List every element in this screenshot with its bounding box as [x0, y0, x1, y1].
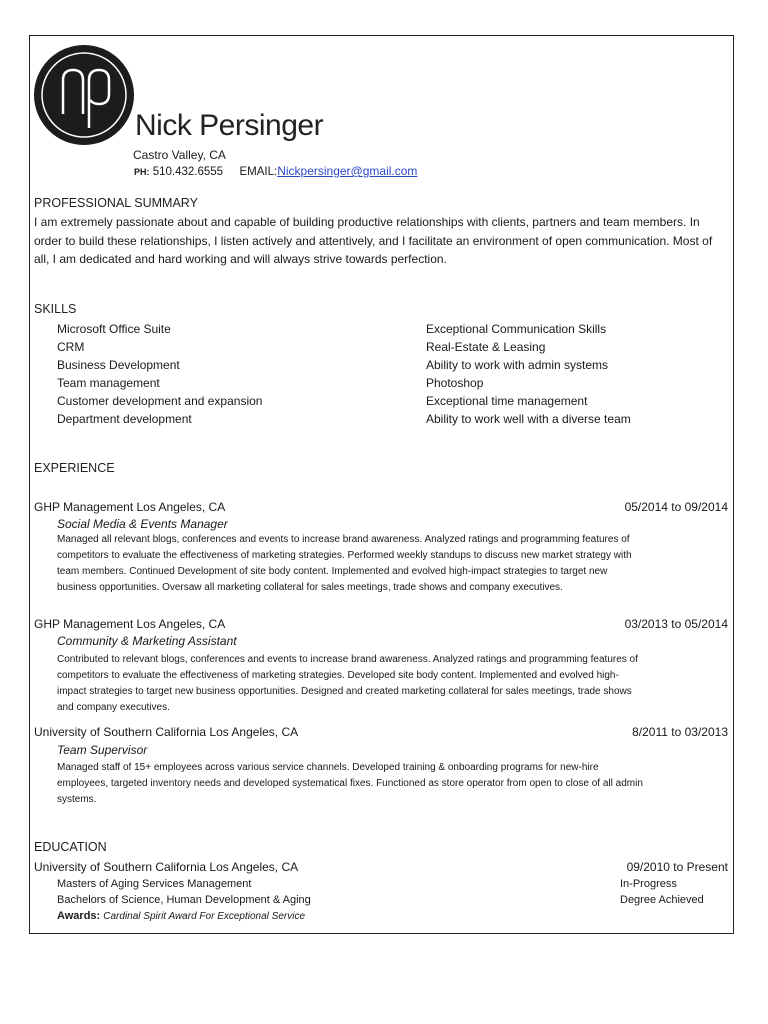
skill-item: Exceptional Communication Skills [426, 322, 607, 336]
email-link[interactable]: Nickpersinger@gmail.com [277, 164, 418, 178]
skill-item: CRM [57, 340, 85, 354]
job-dates: 05/2014 to 09/2014 [624, 500, 728, 514]
job-description-line: competitors to evaluate the effectiveness of marketing strategies. Developed site body content. Implemented and evolved high- [57, 670, 619, 681]
job-description-line: competitors to evaluate the effectiveness of marketing strategies. Performed weekly standups to discuss new market strategy with [57, 550, 632, 561]
education-degree: Bachelors of Science, Human Development & Aging [57, 894, 311, 906]
education-heading: EDUCATION [34, 840, 107, 854]
education-school: University of Southern California Los Angeles, CA [34, 860, 299, 874]
awards-line [57, 910, 305, 922]
skill-item: Real-Estate & Leasing [426, 340, 546, 354]
job-description [57, 532, 727, 596]
phone-label: PH: [134, 167, 150, 177]
experience-heading: EXPERIENCE [34, 461, 115, 475]
education-degree: Masters of Aging Services Management [57, 878, 252, 890]
phone-number: 510.432.6555 [152, 166, 224, 178]
job-title: University of Southern California Los Angeles, CA [34, 725, 299, 739]
skill-item: Team management [57, 376, 160, 390]
email-label: EMAIL: [239, 166, 278, 178]
skill-item: Business Development [57, 358, 180, 372]
education-status: In-Progress [620, 878, 677, 890]
awards-text: Cardinal Spirit Award For Exceptional Service [103, 911, 306, 922]
job-description [57, 760, 727, 808]
job-title: GHP Management Los Angeles, CA [34, 500, 226, 514]
job-description-line: business opportunities. Oversaw all marketing collateral for sales meetings, trade shows and company executives. [57, 582, 563, 593]
job-description-line: impact strategies to target new business opportunities. Designed and created marketing collateral for sales meetings, trade shows [57, 686, 632, 697]
skills-left-column [57, 320, 262, 428]
education-dates: 09/2010 to Present [626, 860, 728, 874]
job-role: Social Media & Events Manager [57, 517, 228, 531]
summary-heading: PROFESSIONAL SUMMARY [34, 196, 198, 210]
job-description-line: employees, targeted inventory needs and developed systematical fixes. Functioned as store operator from open to close of all admin [57, 778, 643, 789]
skill-item: Photoshop [426, 376, 484, 390]
skill-item: Department development [57, 412, 192, 426]
summary-line: all, I am dedicated and hard working and will always strive towards perfection. [34, 252, 447, 266]
summary-line: I am extremely passionate about and capable of building productive relationships with clients, partners and team members. In [34, 215, 700, 229]
awards-label: Awards: [57, 910, 101, 922]
job-dates: 8/2011 to 03/2013 [632, 725, 728, 739]
skill-item: Exceptional time management [426, 394, 588, 408]
skills-heading: SKILLS [34, 302, 77, 316]
np-monogram-logo [33, 44, 135, 146]
job-title: GHP Management Los Angeles, CA [34, 617, 226, 631]
job-description-line: Managed all relevant blogs, conferences and events to increase brand awareness. Analyzed ratings and programming features of [57, 534, 630, 545]
summary-text [34, 213, 734, 269]
skill-item: Microsoft Office Suite [57, 322, 171, 336]
job-description-line: team members. Continued Development of site body content. Implemented and evolved high-impact strategies to target new [57, 566, 608, 577]
job-dates: 03/2013 to 05/2014 [624, 617, 728, 631]
job-role: Team Supervisor [57, 743, 148, 757]
job-description-line: systems. [57, 794, 97, 805]
applicant-name: Nick Persinger [135, 109, 324, 142]
contact-line [134, 164, 417, 178]
skills-right-column [426, 320, 631, 428]
job-description-line: and company executives. [57, 702, 170, 713]
education-status: Degree Achieved [620, 894, 704, 906]
skill-item: Ability to work with admin systems [426, 358, 609, 372]
applicant-location: Castro Valley, CA [133, 148, 226, 162]
skill-item: Customer development and expansion [57, 394, 263, 408]
job-role: Community & Marketing Assistant [57, 634, 237, 648]
job-description-line: Managed staff of 15+ employees across various service channels. Developed training & onboarding programs for new-hire [57, 762, 599, 773]
job-description [57, 652, 727, 716]
job-description-line: Contributed to relevant blogs, conferences and events to increase brand awareness. Analyzed ratings and programming features of [57, 654, 638, 665]
summary-line: order to build these relationships, I listen actively and attentively, and I facilitate an environment of open communication. Most of [34, 233, 713, 248]
skill-item: Ability to work well with a diverse team [426, 412, 631, 426]
